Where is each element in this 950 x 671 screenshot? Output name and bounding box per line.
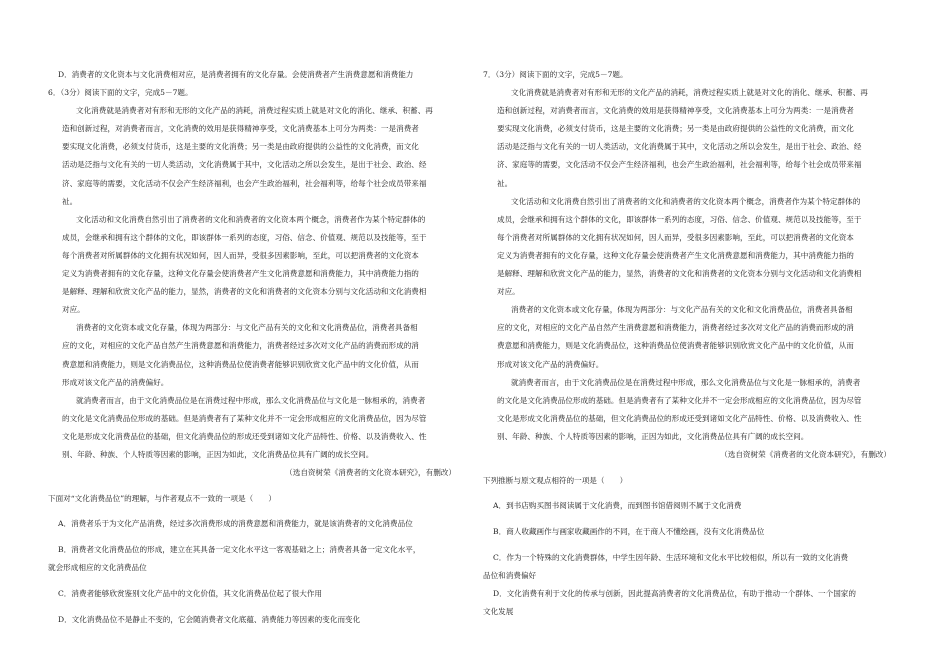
text-line: 文化是形成文化消费品位的基础，但文化消费品位的形成还受到诸如文化产品特性、价格、以及消费收入、性 — [497, 413, 862, 423]
question-7-header: 7．（3分）阅读下面的文字，完成5－7题。 — [483, 70, 628, 79]
text-line: 费意愿和消费能力，则是文化消费品位，这种消费品位使消费者能够识别欣赏文化产品中的文化价值，从而 — [62, 359, 419, 369]
text-line: 每个消费者对所属群体的文化拥有状况如何，因人而异，受很多因素影响，至此，可以把消费者的文化资本 — [497, 232, 854, 242]
text-line: 济、家庭等的需要，文化活动不仅会产生经济福利，也会产生政治福利，社会福利等，给每个社会成员带来福 — [62, 178, 427, 188]
option-a[interactable]: A．到书店购买图书阅读属于文化消费，而到图书馆借阅则不属于文化消费 — [493, 501, 742, 511]
option-c[interactable]: C．消费者能够欣赏鉴别文化产品中的文化价值，其文化消费品位起了很大作用 — [58, 588, 322, 598]
left-column — [48, 66, 458, 636]
text-line: 文化消费就是消费者对有形和无形的文化产品的消耗，消费过程实质上就是对文化的消化、继承、积蓄、再 — [76, 106, 433, 116]
right-paragraph-3 — [483, 301, 893, 373]
option-d[interactable] — [483, 585, 893, 621]
text-line: 要实现文化消费，必须支付货币，这是主要的文化消费；另一类是由政府提供的公益性的文化消费，而文化 — [62, 142, 419, 152]
text-line: 就消费者而言，由于文化消费品位是在消费过程中形成，那么文化消费品位与文化是一脉相承的，消费者 — [76, 395, 426, 405]
text-line: 要实现文化消费，必须支付货币，这是主要的文化消费；另一类是由政府提供的公益性的文化消费，而文化 — [497, 124, 854, 134]
text-line: 文化是形成文化消费品位的基础，但文化消费品位的形成还受到诸如文化产品特性、价格、以及消费收入、性 — [62, 431, 427, 441]
question-stem: 下列推断与原文观点相符的一项是（ ） — [483, 475, 628, 485]
question-6-header: 6．（3分）阅读下面的文字，完成5－7题。 — [48, 88, 193, 98]
text-line: 对应。 — [62, 305, 85, 315]
option-d-line: 文化发展 — [483, 607, 514, 616]
text-line: 对应。 — [497, 287, 520, 297]
text-line: 济、家庭等的需要，文化活动不仅会产生经济福利，也会产生政治福利，社会福利等，给每个社会成员带来福 — [497, 160, 862, 170]
right-paragraph-1 — [483, 84, 893, 193]
text-line: 应的文化，对相应的文化产品自然产生消费意愿和消费能力，消费者经过多次对文化产品的消费而形成的消 — [497, 323, 854, 333]
text-line: 消费者的文化资本或文化存量，体现为两部分：与文化产品有关的文化和文化消费品位，消费者具备相 — [76, 323, 418, 333]
left-paragraph-3 — [48, 319, 458, 391]
text-line: 的文化是文化消费品位形成的基础。但是消费者有了某种文化并不一定会形成相应的文化消费品位，因为尽管 — [62, 413, 427, 423]
text-line: 形成对该文化产品的消费偏好。 — [62, 377, 169, 387]
text-line: 形成对该文化产品的消费偏好。 — [497, 359, 604, 369]
left-paragraph-4 — [48, 392, 458, 464]
option-b[interactable]: B．商人收藏画作与画家收藏画作的不同，在于商人不懂绘画，没有文化消费品位 — [493, 527, 765, 537]
text-line: 造和创新过程，对消费者而言，文化消费的效用是获得精神享受，文化消费基本上可分为两类：一是消费者 — [62, 124, 419, 134]
text-line: 是解释、理解和欣赏文化产品的能力，显然，消费者的文化和消费者的文化资本分别与文化活动和文化消费相 — [497, 269, 862, 279]
text-line: 是解释、理解和欣赏文化产品的能力，显然，消费者的文化和消费者的文化资本分别与文化活动和文化消费相 — [62, 287, 427, 297]
option-d-line: D．文化消费有利于文化的传承与创新，因此提高消费者的文化消费品位，有助于推动一个群体、一个国家的 — [493, 588, 856, 598]
text-line: 的文化是文化消费品位形成的基础。但是消费者有了某种文化并不一定会形成相应的文化消费品位，因为尽管 — [497, 395, 862, 405]
text-line: 活动是泛指与文化有关的一切人类活动，文化消费属于其中，文化活动之所以会发生，是出于社会、政治、经 — [497, 142, 862, 152]
source-citation: （选自资树荣《消费者的文化资本研究》，有删改） — [285, 468, 456, 478]
option-a[interactable]: A．消费者乐于为文化产品消费，经过多次消费形成的消费意愿和消费能力，就是该消费者的文化消费品位 — [58, 519, 413, 529]
text-line: 别、年龄、种族、个人特质等因素的影响，正因为如此，文化消费品位具有广阔的成长空间。 — [497, 431, 809, 441]
option-c[interactable] — [483, 549, 893, 585]
left-paragraph-2 — [48, 211, 458, 320]
right-paragraph-4 — [483, 374, 893, 446]
text-line: 文化活动和文化消费自然引出了消费者的文化和消费者的文化资本两个概念，消费者作为某个特定群体的 — [76, 214, 426, 224]
option-c-line: C．作为一个特殊的文化消费群体，中学生因年龄、生活环境和文化水平比较相似，所以有一致的文化消费 — [493, 552, 849, 562]
right-paragraph-2 — [483, 193, 893, 302]
option-c-line: 品位和消费偏好 — [483, 570, 537, 580]
text-line: 每个消费者对所属群体的文化拥有状况如何，因人而异，受很多因素影响，至此，可以把消费者的文化资本 — [62, 250, 419, 260]
text-line: 活动是泛指与文化有关的一切人类活动，文化消费属于其中，文化活动之所以会发生，是出于社会、政治、经 — [62, 160, 427, 170]
text-line: 文化活动和文化消费自然引出了消费者的文化和消费者的文化资本两个概念，消费者作为某个特定群体的 — [511, 196, 861, 206]
text-line: 消费者的文化资本或文化存量，体现为两部分：与文化产品有关的文化和文化消费品位，消费者具备相 — [511, 305, 853, 315]
right-column — [483, 66, 893, 621]
text-line: 应的文化，对相应的文化产品自然产生消费意愿和消费能力，消费者经过多次对文化产品的消费而形成的消 — [62, 341, 419, 351]
text-line: 定义为消费者拥有的文化存量，这种文化存量会使消费者产生文化消费意愿和消费能力，其中消费能力指的 — [497, 250, 854, 260]
option-d[interactable]: D．文化消费品位不是静止不变的，它会随消费者文化底蕴、消费能力等因素的变化而变化 — [58, 614, 361, 624]
source-citation: （选自资树荣《消费者的文化资本研究》，有删改） — [720, 449, 891, 459]
option-b-line: B．消费者文化消费品位的形成，建立在其具备一定文化水平这一客观基础之上；消费者具备一定文化水平， — [58, 545, 421, 555]
text-line: 就消费者而言，由于文化消费品位是在消费过程中形成，那么文化消费品位与文化是一脉相承的，消费者 — [511, 377, 861, 387]
option-b[interactable] — [48, 541, 458, 577]
text-line: 祉。 — [497, 178, 513, 188]
text-line: 文化消费就是消费者对有形和无形的文化产品的消耗，消费过程实质上就是对文化的消化、继承、积蓄、再 — [511, 88, 868, 98]
text-line: 别、年龄、种族、个人特质等因素的影响，正因为如此，文化消费品位具有广阔的成长空间。 — [62, 449, 374, 459]
text-line: 造和创新过程，对消费者而言，文化消费的效用是获得精神享受，文化消费基本上可分为两类：一是消费者 — [497, 106, 854, 116]
text-line: 费意愿和消费能力，则是文化消费品位，这种消费品位使消费者能够识别欣赏文化产品中的文化价值，从而 — [497, 341, 854, 351]
question-stem: 下面对“文化消费品位”的理解，与作者观点不一致的一项是（ ） — [48, 493, 276, 503]
text-line: 成员，会继承和拥有这个群体的文化，即该群体一系列的态度，习俗、信念、价值观、规范以及技能等，至于 — [497, 214, 862, 224]
left-paragraph-1 — [48, 102, 458, 211]
text-line: 定义为消费者拥有的文化存量，这种文化存量会使消费者产生文化消费意愿和消费能力，其中消费能力指的 — [62, 269, 419, 279]
text-line: 成员，会继承和拥有这个群体的文化，即该群体一系列的态度，习俗、信念、价值观、规范以及技能等，至于 — [62, 232, 427, 242]
option-b-line: 就会形成相应的文化消费品位 — [48, 563, 147, 573]
text-line: 祉。 — [62, 196, 78, 206]
previous-option-d: D．消费者的文化资本与文化消费相对应，是消费者拥有的文化存量。会使消费者产生消费意愿和消费能力 — [58, 70, 414, 79]
